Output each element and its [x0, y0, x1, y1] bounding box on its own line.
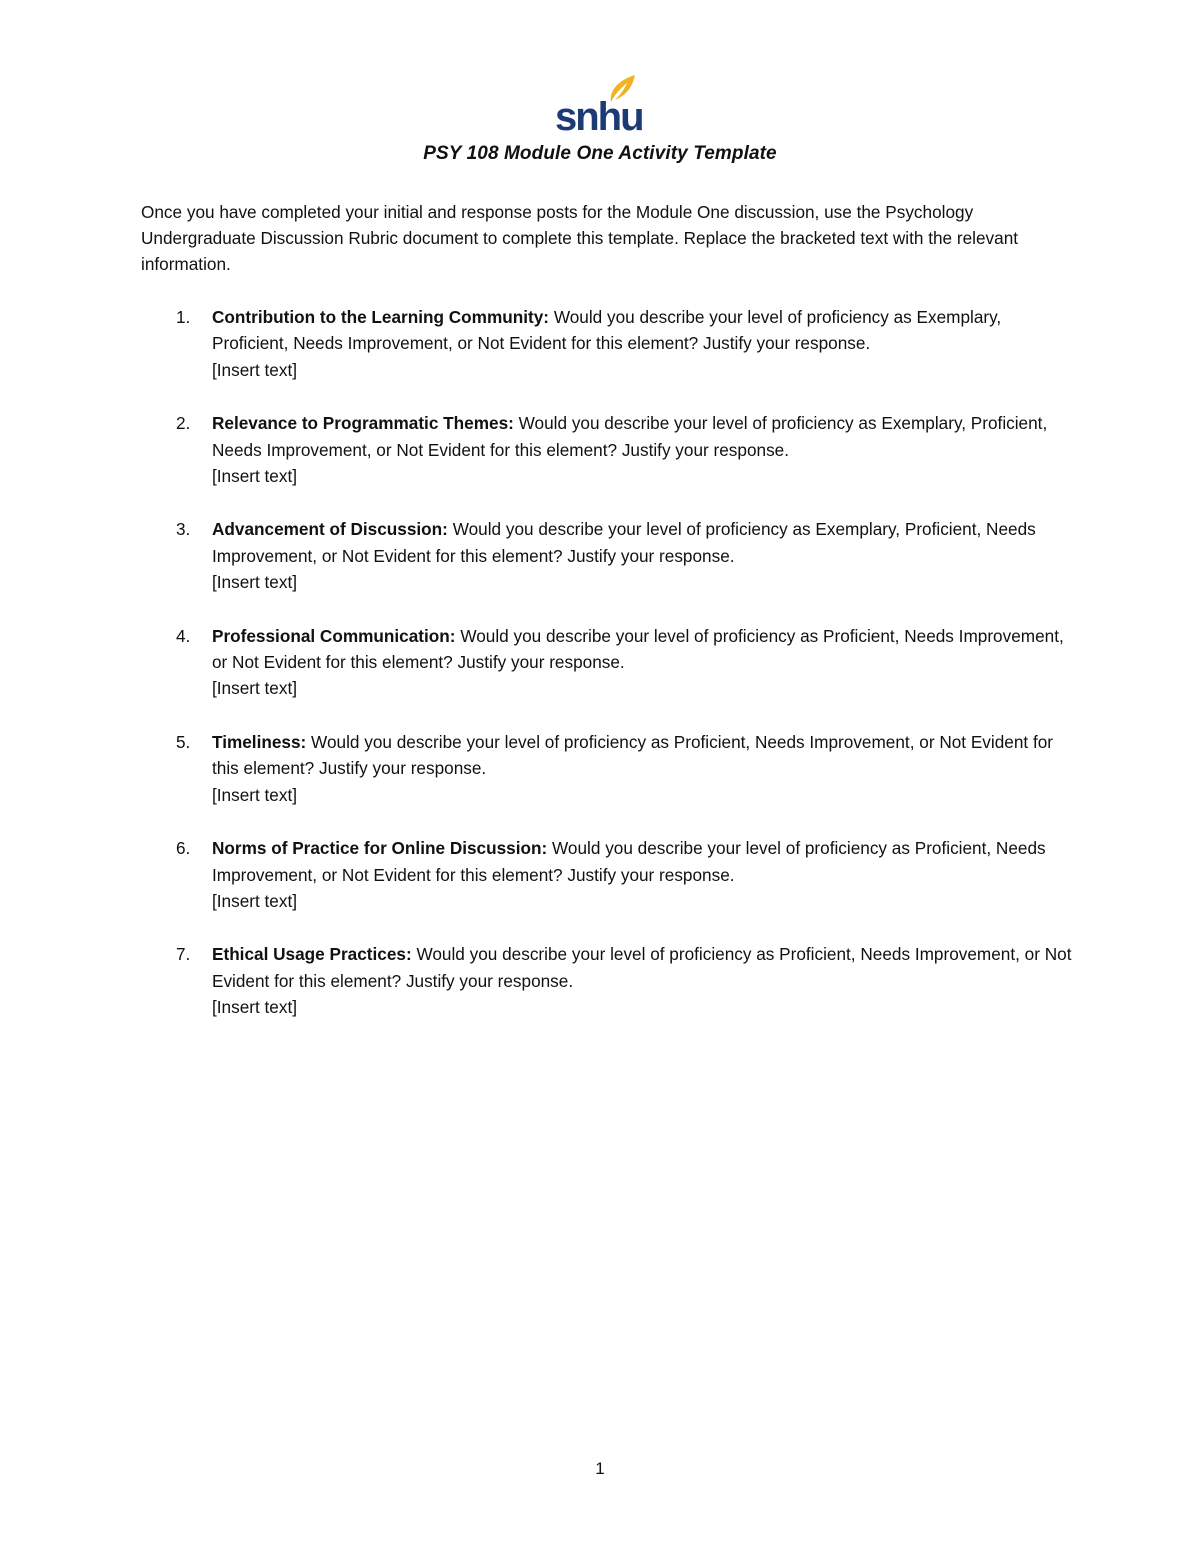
snhu-logo-graphic: [553, 72, 643, 136]
list-item: [141, 835, 1081, 914]
item-heading: Contribution to the Learning Community:: [212, 307, 550, 327]
snhu-logo: [553, 72, 643, 136]
item-number: 6.: [176, 838, 191, 859]
item-heading: Relevance to Programmatic Themes:: [212, 413, 514, 434]
item-number: 1.: [176, 307, 191, 327]
item-heading: Timeliness:: [212, 731, 307, 752]
insert-text-placeholder[interactable]: [Insert text]: [212, 359, 298, 380]
logo-wordmark: snhu: [555, 95, 643, 136]
insert-text-placeholder[interactable]: [Insert text]: [212, 890, 298, 911]
item-question: Would you describe your level of proficiency as Proficient, Needs Improvement, or Not Evident for this element? Justify your response.: [212, 731, 1053, 779]
item-heading: Advancement of Discussion:: [212, 519, 448, 540]
list-item: [141, 410, 1081, 489]
insert-text-placeholder[interactable]: [Insert text]: [212, 572, 298, 593]
item-question: Would you describe your level of proficiency as Exemplary, Proficient, Needs Improvement, or Not Evident for this element? Justify your response.: [212, 307, 1002, 354]
item-number: 7.: [176, 944, 191, 965]
item-heading: Professional Communication:: [212, 625, 456, 646]
item-number: 2.: [176, 413, 191, 434]
item-question: Would you describe your level of proficiency as Proficient, Needs Improvement, or Not Evident for this element? Justify your response.: [212, 625, 1064, 673]
item-number: 3.: [176, 519, 191, 540]
item-question: Would you describe your level of proficiency as Exemplary, Proficient, Needs Improvement, or Not Evident for this element? Justify your response.: [212, 519, 1036, 566]
list-item: [141, 516, 1081, 595]
page-title: PSY 108 Module One Activity Template: [423, 143, 777, 164]
item-heading: Norms of Practice for Online Discussion:: [212, 838, 548, 859]
page-number: 1: [595, 1459, 605, 1478]
item-number: 5.: [176, 731, 191, 752]
item-question: Would you describe your level of proficiency as Exemplary, Proficient, Needs Improvement, or Not Evident for this element? Justify your response.: [212, 413, 1048, 460]
item-question: Would you describe your level of proficiency as Proficient, Needs Improvement, or Not Evident for this element? Justify your response.: [212, 838, 1046, 885]
list-item: [141, 729, 1081, 808]
list-item: [141, 304, 1081, 383]
insert-text-placeholder[interactable]: [Insert text]: [212, 678, 298, 699]
insert-text-placeholder[interactable]: [Insert text]: [212, 997, 298, 1018]
intro-paragraph: Once you have completed your initial and response posts for the Module One discussion, use the Psychology Undergraduate Discussion Rubric document to complete this template. Replace the bracketed text with the relevant information.: [141, 202, 1019, 274]
insert-text-placeholder[interactable]: [Insert text]: [212, 466, 298, 487]
rubric-question-list: [141, 304, 1081, 1048]
insert-text-placeholder[interactable]: [Insert text]: [212, 784, 298, 805]
item-heading: Ethical Usage Practices:: [212, 944, 412, 965]
list-item: [141, 623, 1081, 702]
item-question: Would you describe your level of proficiency as Proficient, Needs Improvement, or Not Evident for this element? Justify your response.: [212, 944, 1072, 991]
list-item: [141, 941, 1081, 1020]
item-number: 4.: [176, 625, 191, 646]
